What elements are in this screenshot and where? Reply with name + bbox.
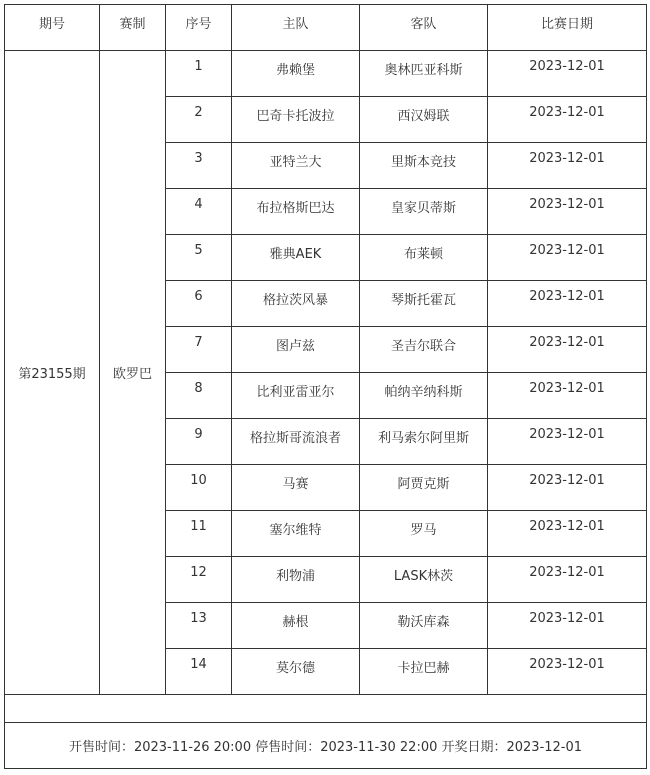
header-away: 客队 [360,5,488,51]
match-date-cell: 2023-12-01 [488,189,647,235]
home-team-cell: 格拉茨风暴 [232,281,360,327]
home-team-cell: 马赛 [232,465,360,511]
home-team-cell: 巴奇卡托波拉 [232,97,360,143]
match-date-cell: 2023-12-01 [488,419,647,465]
seq-cell: 8 [166,373,232,419]
home-team-cell: 弗赖堡 [232,51,360,97]
empty-cell [5,695,647,723]
seq-cell: 1 [166,51,232,97]
match-date-cell: 2023-12-01 [488,649,647,695]
header-date: 比赛日期 [488,5,647,51]
header-competition: 赛制 [100,5,166,51]
issue-cell: 第23155期 [5,51,100,695]
match-date-cell: 2023-12-01 [488,51,647,97]
header-row [5,5,647,51]
sales-info-row [5,723,647,769]
match-date-cell: 2023-12-01 [488,373,647,419]
sales-info: 开售时间：2023-11-26 20:00 停售时间：2023-11-30 22:00 开奖日期：2023-12-01 [5,723,647,769]
seq-cell: 4 [166,189,232,235]
seq-cell: 11 [166,511,232,557]
away-team-cell: 奥林匹亚科斯 [360,51,488,97]
away-team-cell: 琴斯托霍瓦 [360,281,488,327]
away-team-cell: 卡拉巴赫 [360,649,488,695]
match-body [5,51,647,769]
seq-cell: 12 [166,557,232,603]
match-date-cell: 2023-12-01 [488,465,647,511]
home-team-cell: 格拉斯哥流浪者 [232,419,360,465]
away-team-cell: 罗马 [360,511,488,557]
match-schedule-table [4,4,647,769]
home-team-cell: 塞尔维特 [232,511,360,557]
table-row [5,51,647,97]
away-team-cell: 西汉姆联 [360,97,488,143]
home-team-cell: 布拉格斯巴达 [232,189,360,235]
seq-cell: 7 [166,327,232,373]
away-team-cell: LASK林茨 [360,557,488,603]
competition-cell: 欧罗巴 [100,51,166,695]
home-team-cell: 图卢兹 [232,327,360,373]
header-seq: 序号 [166,5,232,51]
match-date-cell: 2023-12-01 [488,235,647,281]
seq-cell: 6 [166,281,232,327]
home-team-cell: 赫根 [232,603,360,649]
seq-cell: 13 [166,603,232,649]
home-team-cell: 亚特兰大 [232,143,360,189]
away-team-cell: 里斯本竞技 [360,143,488,189]
away-team-cell: 皇家贝蒂斯 [360,189,488,235]
away-team-cell: 阿贾克斯 [360,465,488,511]
match-date-cell: 2023-12-01 [488,557,647,603]
match-date-cell: 2023-12-01 [488,327,647,373]
away-team-cell: 利马索尔阿里斯 [360,419,488,465]
match-date-cell: 2023-12-01 [488,511,647,557]
header-home: 主队 [232,5,360,51]
seq-cell: 9 [166,419,232,465]
away-team-cell: 圣吉尔联合 [360,327,488,373]
seq-cell: 5 [166,235,232,281]
seq-cell: 14 [166,649,232,695]
seq-cell: 2 [166,97,232,143]
seq-cell: 10 [166,465,232,511]
spacer-row [5,695,647,723]
home-team-cell: 利物浦 [232,557,360,603]
match-date-cell: 2023-12-01 [488,281,647,327]
home-team-cell: 比利亚雷亚尔 [232,373,360,419]
away-team-cell: 布莱顿 [360,235,488,281]
match-date-cell: 2023-12-01 [488,97,647,143]
away-team-cell: 勒沃库森 [360,603,488,649]
seq-cell: 3 [166,143,232,189]
match-date-cell: 2023-12-01 [488,603,647,649]
header-issue: 期号 [5,5,100,51]
home-team-cell: 雅典AEK [232,235,360,281]
match-date-cell: 2023-12-01 [488,143,647,189]
home-team-cell: 莫尔德 [232,649,360,695]
away-team-cell: 帕纳辛纳科斯 [360,373,488,419]
